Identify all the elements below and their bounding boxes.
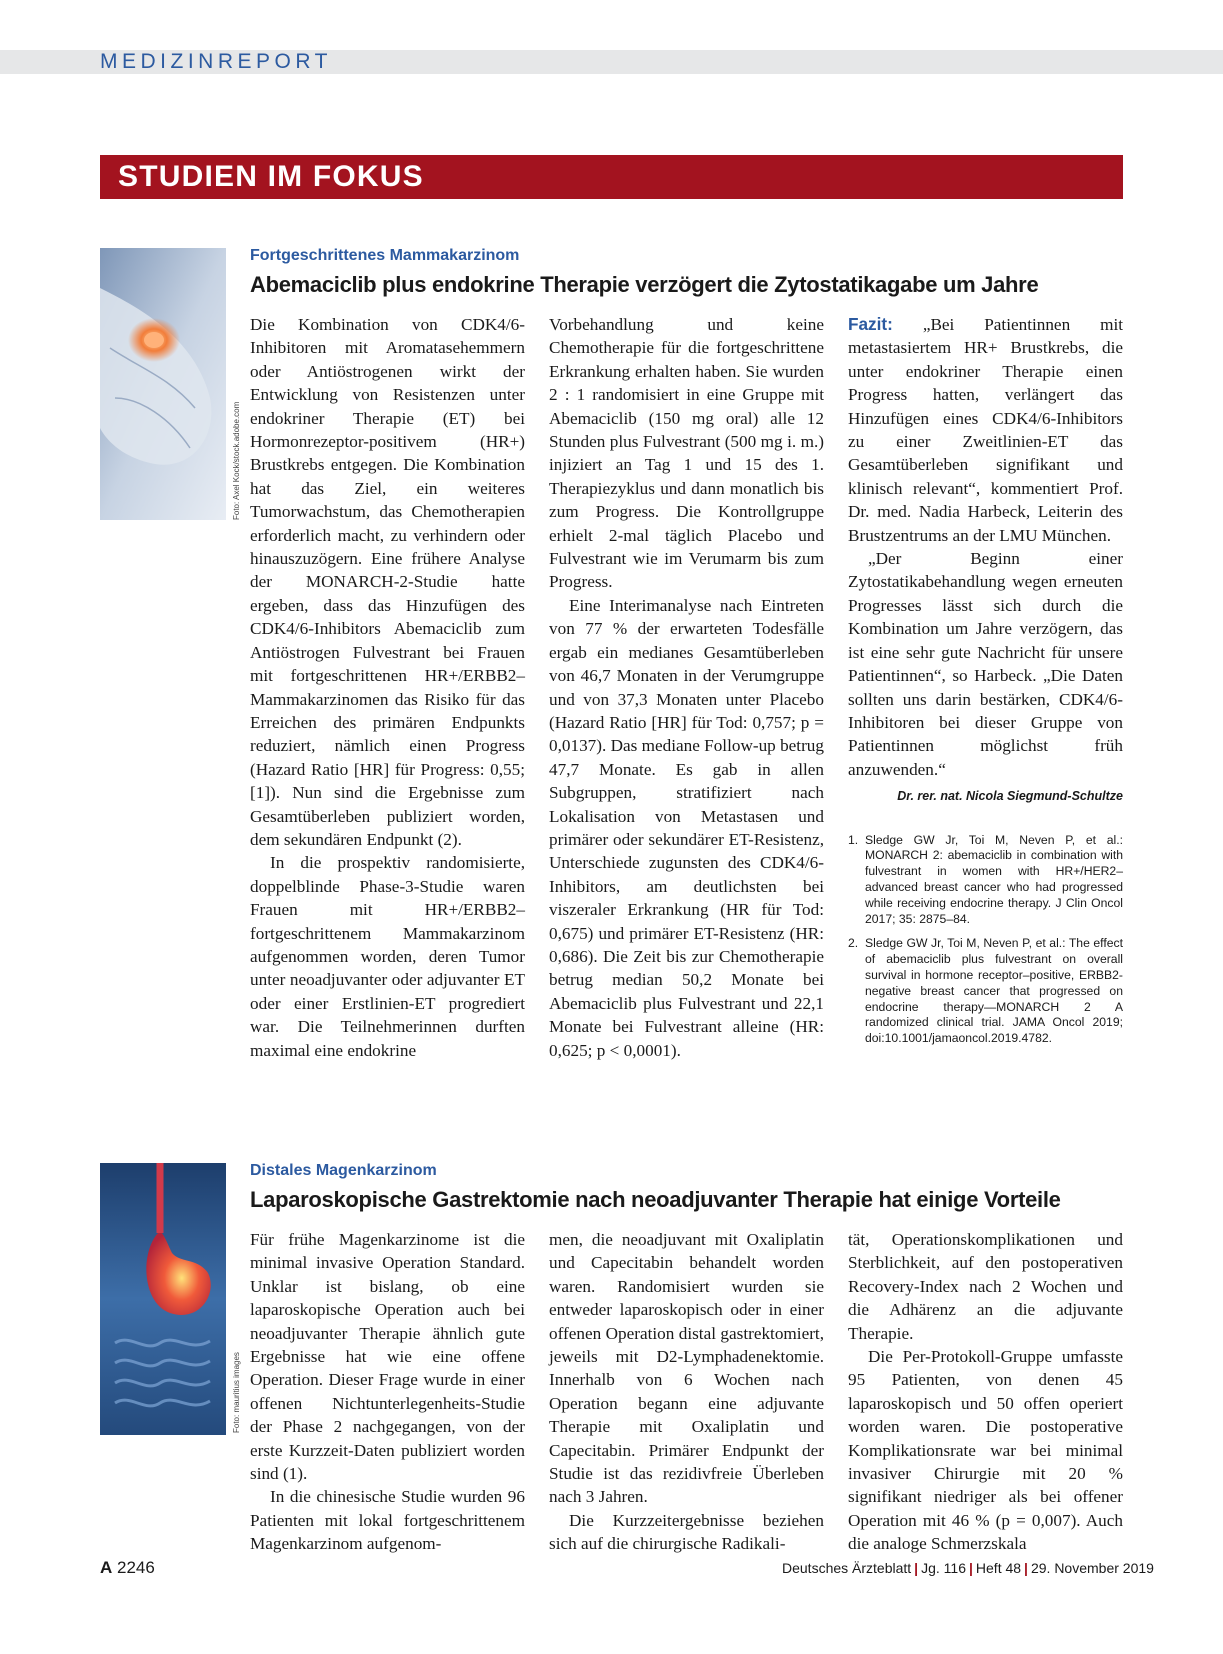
image-credit: Foto: Axel Kock/stock.adobe.com <box>232 401 241 520</box>
paragraph: Die Kombination von CDK4/6-Inhibitoren mit Aromatasehemmern oder Antiöstrogenen wirkt der Entwicklung von Resistenzen unter endokriner Therapie (ET) bei Hormonrezeptor-positivem (HR+) Brustkrebs entgegen. Die Kombination hat das Ziel, ein weiteres Tumorwachstum, das Chemotherapien erforderlich macht, zu verhindern oder hinauszuzögern. Eine frühere Analyse der MONARCH-2-Studie hatte ergeben, dass das Hinzufügen des CDK4/6-Inhibitors Abemaciclib zum Antiöstrogen Fulvestrant bei Frauen mit fortgeschrittenen HR+/ERBB2– Mammakarzinomen das Risiko für das Erreichen des primären Endpunkts reduziert, nämlich einen Progress (Hazard Ratio [HR] für Progress: 0,55; [1]). Nun sind die Ergebnisse zum Gesamtüberleben publiziert worden, dem sekundären Endpunkt (2). <box>250 315 525 849</box>
article1-headline: Abemaciclib plus endokrine Therapie verzögert die Zytostatikagabe um Jahre <box>250 272 1039 297</box>
author: Dr. rer. nat. Nicola Siegmund-Schultze <box>897 789 1123 804</box>
paragraph: tät, Operationskomplikationen und Sterblichkeit, auf den postoperativen Recovery-Index nach 2 Wochen und die Adhärenz an die adjuvante Therapie. <box>848 1230 1123 1343</box>
paragraph: Die Per-Protokoll-Gruppe umfasste 95 Patienten, von denen 45 laparoskopisch und 50 offen operiert worden waren. Die postoperative Komplikationsrate war bei minimal invasiver Chirurgie mit 20 % signifikant niedriger als bei offener Operation mit 46 % (p = 0,007). Auch die analoge Schmerzskala <box>848 1347 1123 1554</box>
paragraph: Die Kurzzeitergebnisse beziehen sich auf die chirurgische Radikali- <box>549 1510 824 1554</box>
article2-column-1 <box>250 1228 525 1556</box>
paragraph: Eine Interimanalyse nach Eintreten von 77 % der erwarteten Todesfälle ergab ein medianes Gesamtüberleben von 46,7 Monaten in der Verumgruppe und von 37,3 Monaten unter Placebo (Hazard Ratio [HR] für Tod: 0,757; p = 0,0137). Das mediane Follow-up betrug 47,7 Monate. Es gab in allen Subgruppen, stratifiziert nach Lokalisation von Metastasen und primärer oder sekundärer ET-Resistenz, Unterschiede zugunsten des CDK4/6-Inhibitors, am deutlichsten bei viszeraler Erkrankung (HR für Tod: 0,675) und primärer ET-Resistenz (HR: 0,686). Die Zeit bis zur Chemotherapie betrug median 50,2 Monate bei Abemaciclib plus Fulvestrant und 22,1 Monate bei Fulvestrant alleine (HR: 0,625; p < 0,0001). <box>549 595 824 1060</box>
article1-kicker: Fortgeschrittenes Mammakarzinom <box>250 247 520 264</box>
article1-column-3 <box>848 313 1123 1056</box>
image-credit: Foto: mauritius images <box>232 1352 241 1433</box>
article2-kicker: Distales Magenkarzinom <box>250 1162 437 1179</box>
stomach-illustration <box>100 1163 226 1435</box>
paragraph: Für frühe Magenkarzinome ist die minimal invasive Operation Standard. Unklar ist bislang, ob eine laparoskopische Operation auch bei neoadjuvanter Therapie ähnlich gute Ergebnisse hat wie eine offene Operation. Dieser Frage wurde in einer offenen Nichtunterlegenheits-Studie der Phase 2 nachgegangen, von der erste Kurzzeit-Daten publiziert worden sind (1). <box>250 1230 525 1484</box>
fazit-text: „Bei Patientinnen mit metastasiertem HR+ Brustkrebs, die unter endokriner Therapie einen Progress hatten, verlängert das Hinzufügen eines CDK4/6-Inhibitors zu einer Zweitlinien-ET das Gesamtüberleben signifikant und klinisch relevant“, kommentiert Prof. Dr. med. Nadia Harbeck, Leiterin des Brustzentrums an der LMU München. <box>848 315 1124 545</box>
footer-info: Deutsches Ärzteblatt | Jg. 116 | Heft 48 | 29. November 2019 <box>782 1560 1154 1576</box>
article1-column-2 <box>549 313 824 1062</box>
references <box>848 833 1123 1047</box>
article2-column-2 <box>549 1228 824 1556</box>
banner-title: STUDIEN IM FOKUS <box>118 160 424 193</box>
paragraph: In die prospektiv randomisierte, doppelblinde Phase-3-Studie waren Frauen mit HR+/ERBB2– fortgeschrittenem Mammakarzinom aufgenommen worden, deren Tumor unter neoadjuvanter oder adjuvanter ET oder einer Erstlinien-ET progrediert war. Die Teilnehmerinnen durften maximal eine endokrine <box>250 853 525 1060</box>
paragraph: Vorbehandlung und keine Chemotherapie für die fortgeschrittene Erkrankung erhalten haben. Sie wurden 2 : 1 randomisiert in eine Gruppe mit Abemaciclib (150 mg oral) alle 12 Stunden plus Fulvestrant (500 mg i. m.) injiziert an Tag 1 und 15 des 1. Therapiezyklus und dann monatlich bis zum Progress. Die Kontrollgruppe erhielt 2-mal täglich Placebo und Fulvestrant wie im Verumarm bis zum Progress. <box>549 315 824 592</box>
article2-headline: Laparoskopische Gastrektomie nach neoadjuvanter Therapie hat einige Vorteile <box>250 1187 1061 1212</box>
journal-name: Deutsches Ärzteblatt <box>782 1560 912 1576</box>
article2-column-3 <box>848 1228 1123 1556</box>
page-number: A 2246 <box>100 1558 155 1577</box>
section-label: MEDIZINREPORT <box>100 50 332 73</box>
breast-cancer-illustration <box>100 248 226 520</box>
journal-issue: Heft 48 <box>975 1560 1022 1576</box>
reference-item: 1. Sledge GW Jr, Toi M, Neven P, et al.: MONARCH 2: abemaciclib in combination with fulvestrant in women with HR+/HER2– advanced breast cancer who had progressed while receiving endocrine therapy. J Clin Oncol 2017; 35: 2875–84. <box>848 832 1123 926</box>
paragraph: „Der Beginn einer Zytostatikabehandlung wegen erneuten Progresses lässt sich durch die Kombination um Jahre verzögern, das ist eine sehr gute Nachricht für unsere Patientinnen“, so Harbeck. „Die Daten sollten uns darin bestärken, CDK4/6-Inhibitoren bei dieser Gruppe von Patientinnen möglichst früh anzuwenden.“ <box>848 549 1123 779</box>
fazit-label: Fazit: <box>848 314 893 334</box>
fazit-paragraph <box>848 313 1123 547</box>
page-prefix: A <box>100 1558 113 1577</box>
journal-volume: Jg. 116 <box>921 1560 966 1576</box>
paragraph: men, die neoadjuvant mit Oxaliplatin und Capecitabin behandelt worden waren. Randomisiert wurden sie entweder laparoskopisch oder in einer offenen Operation distal gastrektomiert, jeweils mit D2-Lymphadenektomie. Innerhalb von 6 Wochen nach Operation begann eine adjuvante Therapie mit Oxaliplatin und Capecitabin. Primärer Endpunkt der Studie ist das rezidivfreie Überleben nach 3 Jahren. <box>549 1230 824 1507</box>
issue-date: 29. November 2019 <box>1030 1560 1154 1576</box>
article1-column-1 <box>250 313 525 1062</box>
reference-item: 2. Sledge GW Jr, Toi M, Neven P, et al.: The effect of abemaciclib plus fulvestrant on overall survival in hormone receptor–positive, ERBB2-negative breast cancer that progressed on endocrine therapy—MONARCH 2 A randomized clinical trial. JAMA Oncol 2019; doi:10.1001/jamaoncol.2019.4782. <box>848 936 1123 1046</box>
paragraph: In die chinesische Studie wurden 96 Patienten mit lokal fortgeschrittenem Magenkarzinom aufgenom- <box>250 1487 525 1554</box>
